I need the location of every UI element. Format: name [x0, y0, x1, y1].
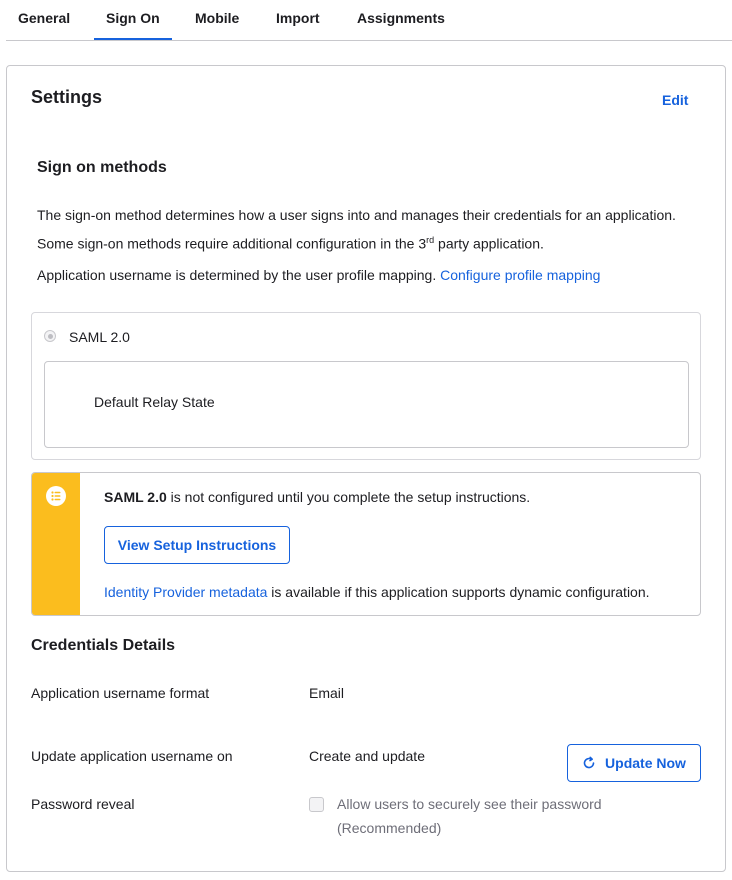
- password-reveal-note: (Recommended): [337, 820, 442, 836]
- view-setup-instructions-button[interactable]: View Setup Instructions: [104, 526, 290, 564]
- sign-on-methods-title: Sign on methods: [37, 159, 167, 176]
- update-on-value: Create and update: [309, 748, 425, 764]
- username-mapping-text: Application username is determined by the user profile mapping.: [37, 267, 437, 283]
- credentials-title: Credentials Details: [31, 637, 176, 654]
- callout-message-text: is not configured until you complete the setup instructions.: [166, 489, 531, 505]
- password-reveal-option: Allow users to securely see their password: [337, 796, 602, 812]
- list-icon: [46, 486, 66, 506]
- settings-panel: [6, 65, 726, 872]
- password-reveal-label: Password reveal: [31, 796, 135, 812]
- tab-mobile[interactable]: Mobile: [195, 10, 240, 26]
- username-format-value: Email: [309, 685, 345, 701]
- sign-on-description: [37, 203, 677, 257]
- callout-bold-text: SAML 2.0: [104, 489, 167, 505]
- edit-link[interactable]: Edit: [662, 92, 689, 108]
- metadata-text: is available if this application supports dynamic configuration.: [267, 584, 650, 600]
- relay-state-label: Default Relay State: [94, 394, 215, 410]
- settings-title: Settings: [31, 87, 103, 107]
- metadata-line: [104, 584, 650, 600]
- saml-radio[interactable]: [44, 330, 56, 342]
- tab-bar: [6, 0, 732, 41]
- username-mapping-line: [37, 267, 600, 283]
- relay-state-box: [44, 361, 689, 448]
- tab-sign-on[interactable]: Sign On: [106, 10, 160, 26]
- description-superscript: rd: [426, 235, 435, 245]
- identity-provider-metadata-link[interactable]: Identity Provider metadata: [104, 584, 268, 600]
- saml-method-box: [31, 312, 701, 460]
- callout-message: [104, 489, 530, 505]
- saml-method-label: SAML 2.0: [69, 329, 130, 345]
- configure-profile-mapping-link[interactable]: Configure profile mapping: [440, 267, 601, 283]
- tab-general[interactable]: General: [18, 10, 71, 26]
- description-text-part2: party application.: [434, 235, 544, 252]
- description-text-part1: The sign-on method determines how a user signs into and manages their credentials for an application. Some sign-on methods require additional configuration in the 3: [37, 207, 676, 252]
- update-now-button[interactable]: [567, 744, 701, 782]
- update-on-label: Update application username on: [31, 748, 233, 764]
- callout-bar: [32, 473, 80, 615]
- refresh-icon: [582, 756, 596, 770]
- update-now-label: Update Now: [605, 755, 686, 771]
- password-reveal-checkbox[interactable]: [309, 797, 324, 812]
- username-format-label: Application username format: [31, 685, 210, 701]
- tab-assignments[interactable]: Assignments: [357, 10, 445, 26]
- tab-import[interactable]: Import: [276, 10, 320, 26]
- setup-callout: [31, 472, 701, 616]
